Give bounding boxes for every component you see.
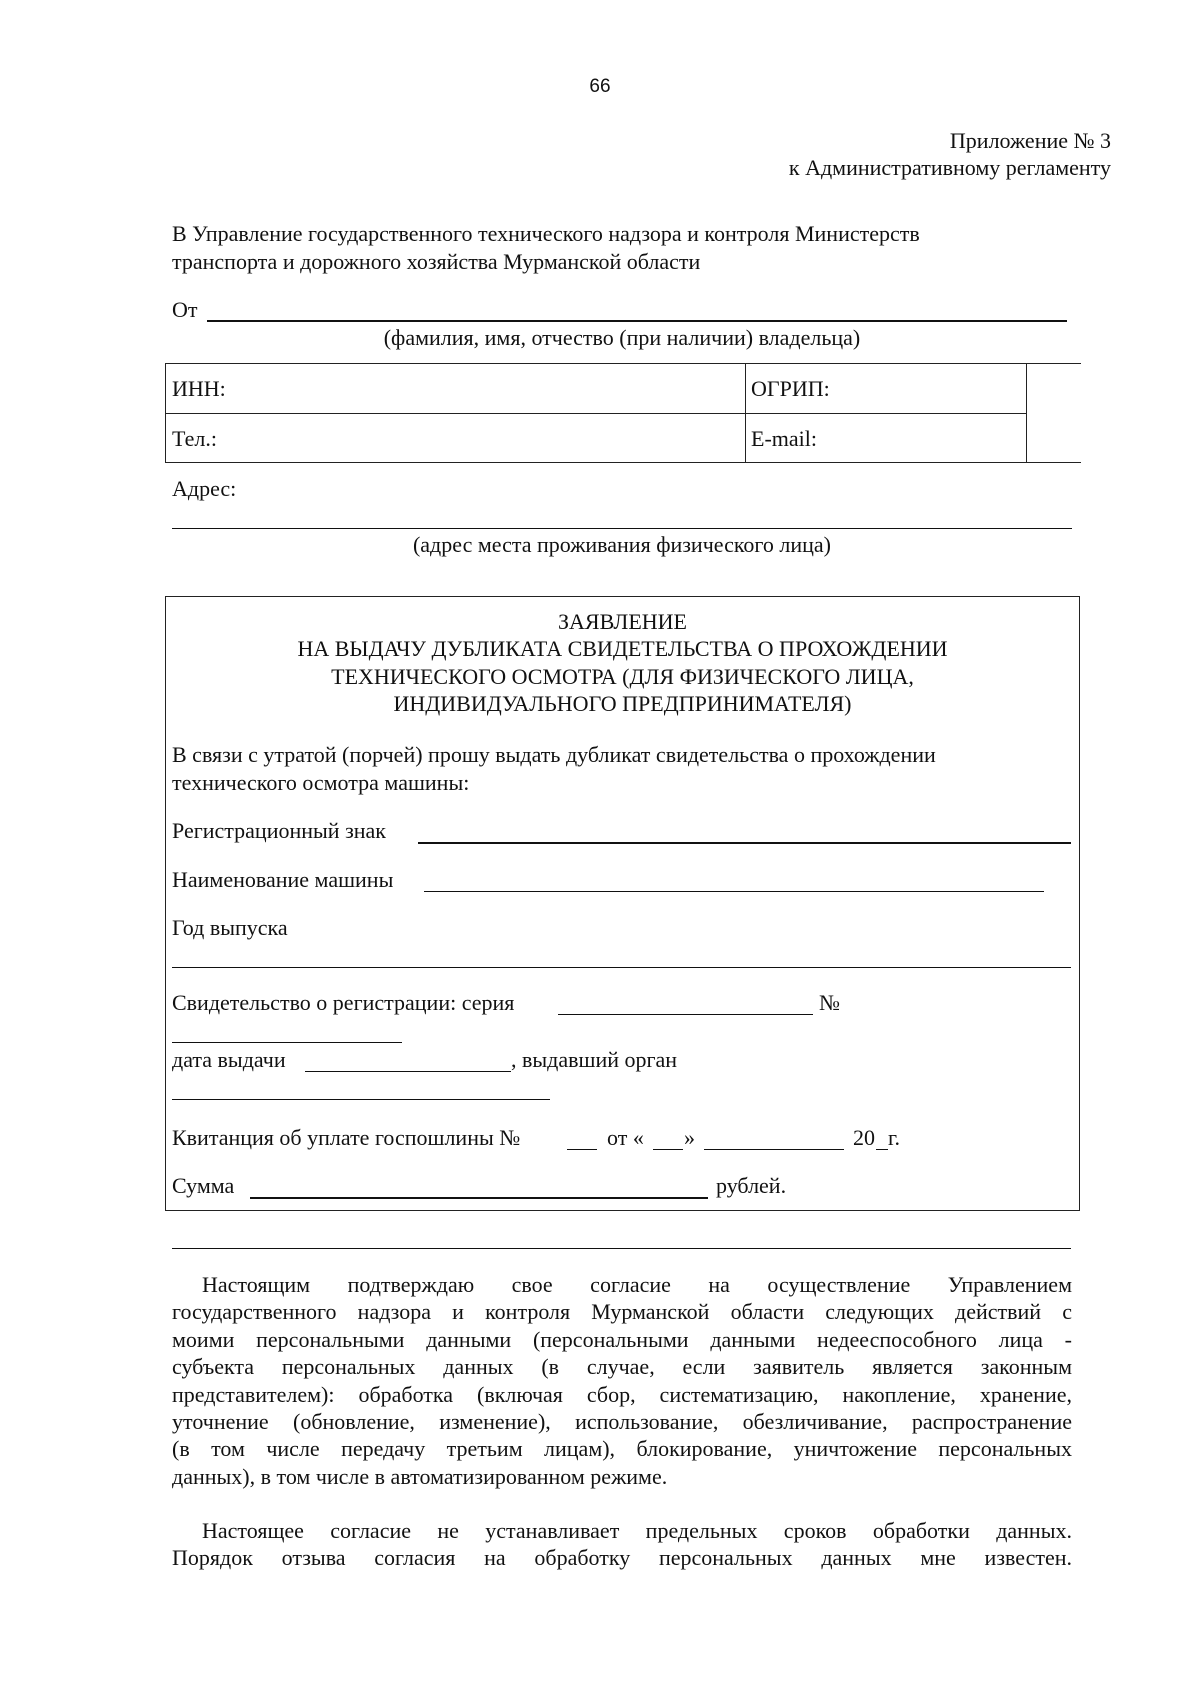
receipt-year-field[interactable]: [876, 1149, 888, 1150]
sum-suffix: рублей.: [716, 1173, 787, 1198]
receipt-day-field[interactable]: [653, 1149, 683, 1150]
from-label: От: [172, 297, 198, 322]
inn-field[interactable]: [172, 366, 742, 410]
from-name-line[interactable]: [207, 320, 1067, 322]
consent-line: субъекта персональных данных (в случае, если заявитель является законным: [172, 1354, 1072, 1380]
addressee-line-1: В Управление государственного технического надзора и контроля Министерств: [172, 221, 920, 246]
year-field[interactable]: [172, 967, 1071, 968]
receipt-close-quote: »: [684, 1125, 695, 1150]
consent-line: представителем): обработка (включая сбор, систематизацию, накопление, хранение,: [172, 1381, 1072, 1407]
sum-field[interactable]: [250, 1197, 708, 1199]
email-label: E-mail:: [751, 426, 817, 451]
application-subtitle-1: НА ВЫДАЧУ ДУБЛИКАТА СВИДЕТЕЛЬСТВА О ПРОХОЖДЕНИИ: [297, 636, 948, 661]
consent-terms-paragraph: [172, 1517, 1072, 1572]
receipt-month-field[interactable]: [704, 1149, 844, 1150]
terms-line: Порядок отзыва согласия на обработку персональных данных мне известен.: [172, 1545, 1072, 1571]
issue-date-label: дата выдачи: [172, 1047, 286, 1072]
tel-label: Тел.:: [172, 426, 217, 451]
certificate-series-field[interactable]: [558, 1014, 813, 1015]
ogrip-field[interactable]: [835, 366, 1023, 410]
receipt-year-suffix: г.: [888, 1125, 901, 1150]
from-caption: (фамилия, имя, отчество (при наличии) владельца): [383, 325, 861, 350]
machine-name-field[interactable]: [424, 891, 1044, 892]
consent-line: уточнение (обновление, изменение), использование, обезличивание, распространение: [172, 1408, 1072, 1434]
certificate-series-label: Свидетельство о регистрации: серия: [172, 990, 515, 1015]
tel-field[interactable]: [220, 416, 742, 460]
separator-line: [172, 1248, 1071, 1249]
year-label: Год выпуска: [172, 915, 288, 940]
inn-label: ИНН:: [172, 376, 226, 401]
receipt-from-label: от «: [607, 1125, 644, 1150]
consent-line: данных), в том числе в автоматизированном режиме.: [172, 1463, 668, 1489]
reg-sign-label: Регистрационный знак: [172, 818, 386, 843]
appendix-title: Приложение № 3: [949, 128, 1111, 153]
appendix-reference: к Административному регламенту: [788, 155, 1111, 180]
email-field[interactable]: [828, 416, 1023, 460]
certificate-number-field[interactable]: [172, 1042, 402, 1043]
consent-paragraph: [172, 1271, 1072, 1490]
addressee-line-2: транспорта и дорожного хозяйства Мурманской области: [172, 249, 701, 274]
reg-sign-field[interactable]: [418, 842, 1071, 844]
sum-label: Сумма: [172, 1173, 235, 1198]
terms-line: Настоящее согласие не устанавливает предельных сроков обработки данных.: [202, 1518, 1072, 1543]
application-subtitle-3: ИНДИВИДУАЛЬНОГО ПРЕДПРИНИМАТЕЛЯ): [393, 691, 852, 716]
consent-line: государственного надзора и контроля Мурманской области следующих действий с: [172, 1299, 1072, 1325]
consent-line: моими персональными данными (персональными данными недееспособного лица -: [172, 1326, 1072, 1352]
receipt-label: Квитанция об уплате госпошлины №: [172, 1125, 521, 1150]
receipt-year-prefix: 20: [853, 1125, 875, 1150]
consent-line: (в том числе передачу третьим лицам), блокирование, уничтожение персональных: [172, 1436, 1072, 1462]
address-caption: (адрес места проживания физического лица): [412, 532, 832, 557]
issuer-field[interactable]: [172, 1099, 550, 1100]
intro-line-2: технического осмотра машины:: [172, 770, 470, 795]
page-number: 66: [589, 76, 611, 97]
intro-line-1: В связи с утратой (порчей) прошу выдать дубликат свидетельства о прохождении: [172, 742, 936, 767]
certificate-number-sign: №: [819, 990, 840, 1015]
application-subtitle-2: ТЕХНИЧЕСКОГО ОСМОТРА (ДЛЯ ФИЗИЧЕСКОГО ЛИЦА,: [331, 664, 914, 689]
application-title: ЗАЯВЛЕНИЕ: [558, 609, 687, 634]
address-label: Адрес:: [172, 476, 237, 501]
address-line[interactable]: [172, 528, 1072, 529]
issue-date-field[interactable]: [305, 1071, 511, 1072]
consent-line: Настоящим подтверждаю свое согласие на осуществление Управлением: [202, 1272, 1072, 1297]
machine-name-label: Наименование машины: [172, 867, 394, 892]
issuer-label: , выдавший орган: [511, 1047, 678, 1072]
receipt-number-field[interactable]: [567, 1149, 597, 1150]
ogrip-label: ОГРИП:: [751, 376, 830, 401]
